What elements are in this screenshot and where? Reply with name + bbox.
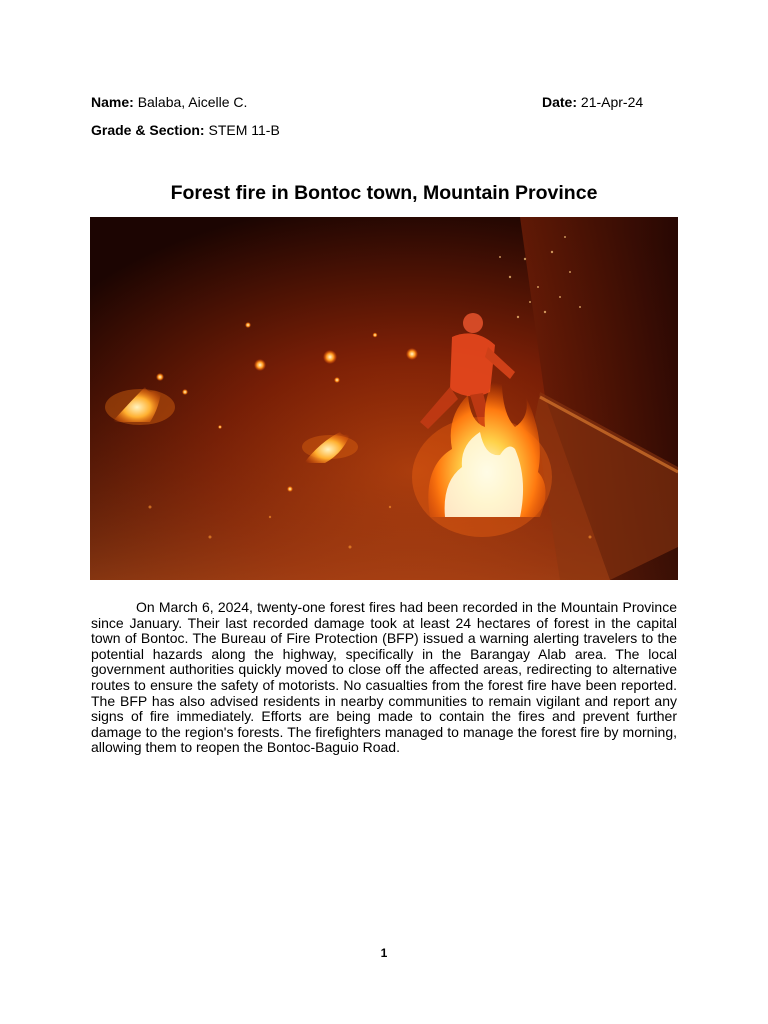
name-value: Balaba, Aicelle C.	[137, 94, 248, 110]
grade-value: STEM 11-B	[208, 122, 280, 138]
article-body: On March 6, 2024, twenty-one forest fires had been recorded in the Mountain Province since January. Their last recorded damage took at least 24 hectares of forest in the capital town of Bontoc. The Bureau of Fire Protection (BFP) issued a warning alerting travelers to the potential hazards along the highway, specifically in the Barangay Alab area. The local government authorities quickly moved to close off the affected areas, redirecting to alternative routes to ensure the safety of motorists. No casualties from the forest fire have been reported. The BFP has also advised residents in nearby communities to remain vigilant and report any signs of fire immediately. Efforts are being made to contain the fires and prevent further damage to the region's forests. The firefighters managed to manage the forest fire by morning, allowing them to reopen the Bontoc-Baguio Road.	[91, 599, 677, 756]
forest-fire-photo	[90, 217, 678, 580]
name-label: Name:	[91, 94, 134, 110]
grade-label: Grade & Section:	[91, 122, 205, 138]
page-title: Forest fire in Bontoc town, Mountain Province	[170, 182, 598, 204]
date-value: 21-Apr-24	[580, 94, 644, 110]
date-field	[542, 94, 643, 110]
page-number: 1	[380, 946, 388, 960]
grade-section-field	[91, 122, 280, 138]
date-label: Date:	[542, 94, 578, 110]
name-field	[91, 94, 247, 110]
